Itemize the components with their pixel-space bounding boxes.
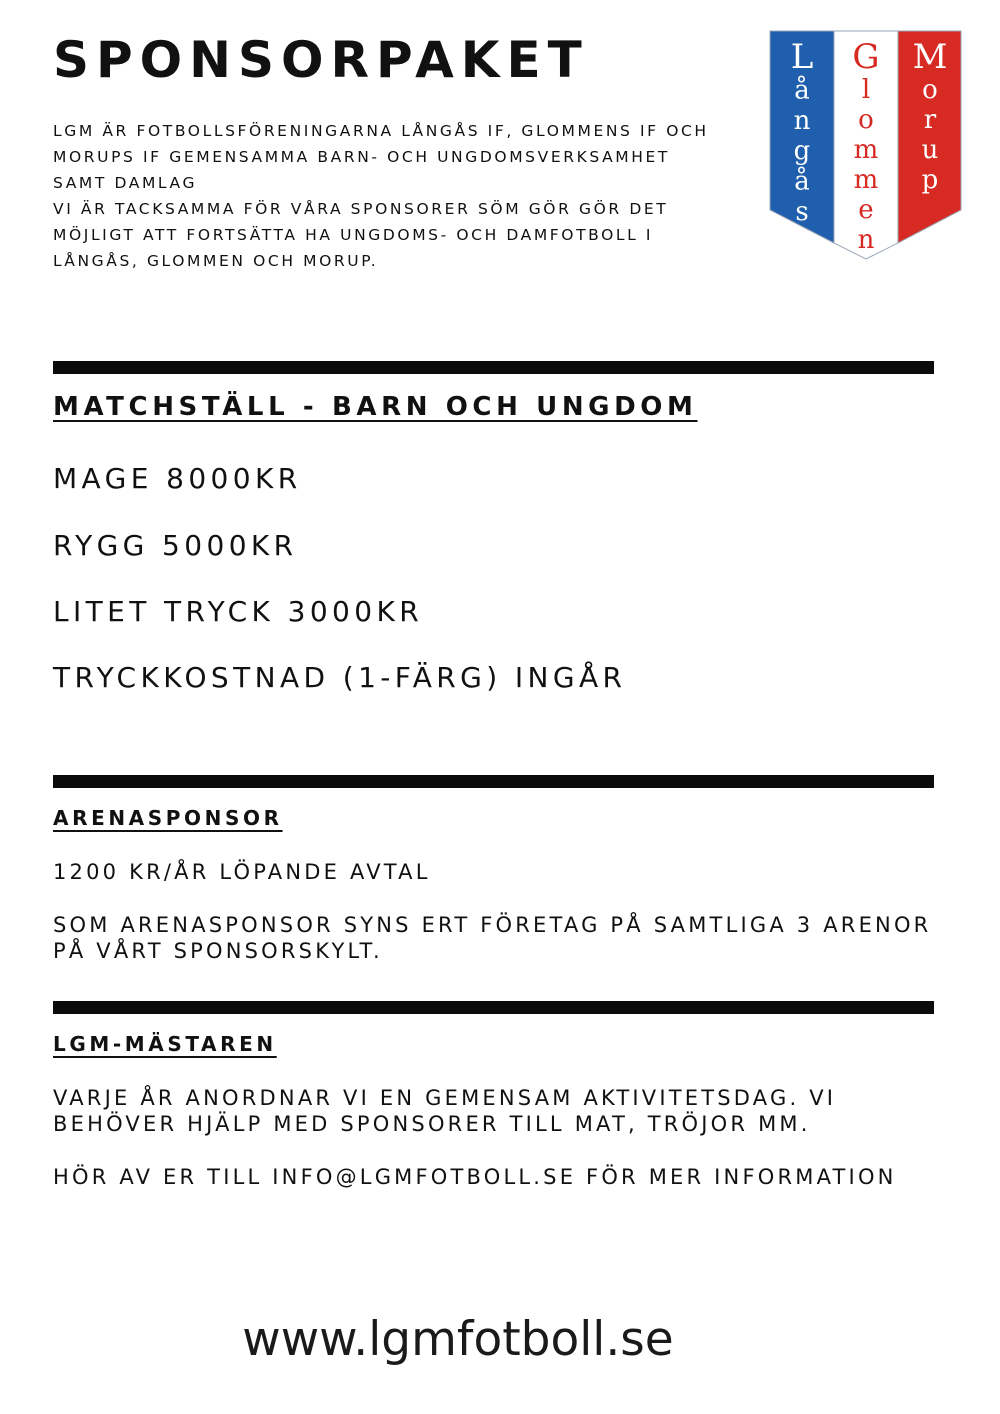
intro-text: [53, 118, 773, 274]
lgm-mastaren-description: [53, 1085, 836, 1137]
intro-line: LGM ÄR FOTBOLLSFÖRENINGARNA LÅNGÅS IF, GLOMMENS IF OCH: [53, 122, 709, 140]
logo-letter: å: [794, 75, 810, 106]
lgm-mastaren-heading: LGM-MÄSTAREN: [53, 1032, 277, 1056]
section-divider: [53, 775, 934, 788]
logo-letter: l: [861, 75, 871, 105]
logo-letter: s: [795, 197, 809, 227]
logo-letter: å: [794, 166, 810, 197]
intro-line: VI ÄR TACKSAMMA FÖR VÅRA SPONSORER SÖM GÖR GÖR DET: [53, 200, 669, 218]
logo-letter: r: [923, 105, 937, 135]
logo-letter: o: [858, 105, 874, 135]
logo-letter: m: [853, 135, 879, 165]
logo-letter: u: [921, 135, 939, 165]
matchstall-heading: MATCHSTÄLL - BARN OCH UNGDOM: [53, 392, 698, 422]
lgm-mastaren-contact: HÖR AV ER TILL INFO@LGMFOTBOLL.SE FÖR MER INFORMATION: [53, 1165, 897, 1189]
intro-line: MÖJLIGT ATT FORTSÄTTA HA UNGDOMS- OCH DAMFOTBOLL I: [53, 226, 654, 244]
logo-letter: M: [912, 37, 948, 77]
arenasponsor-description-line: SOM ARENASPONSOR SYNS ERT FÖRETAG PÅ SAMTLIGA 3 ARENOR: [53, 913, 932, 937]
logo-letter: o: [922, 75, 938, 105]
website-link[interactable]: www.lgmfotboll.se: [242, 1312, 674, 1367]
intro-line: SAMT DAMLAG: [53, 174, 198, 192]
logo-letter: g: [793, 136, 811, 167]
page-title: SPONSORPAKET: [53, 31, 589, 89]
logo-letter: e: [858, 195, 874, 225]
section-divider: [53, 361, 934, 374]
arenasponsor-price: 1200 KR/ÅR LÖPANDE AVTAL: [53, 860, 431, 884]
logo-letter: m: [853, 165, 879, 195]
arenasponsor-description: [53, 912, 931, 964]
matchstall-item-litet-tryck: LITET TRYCK 3000KR: [53, 595, 424, 628]
logo-letter: n: [793, 105, 811, 136]
lgm-mastaren-description-line: VARJE ÅR ANORDNAR VI EN GEMENSAM AKTIVITETSDAG. VI: [53, 1086, 837, 1110]
club-logo: [769, 30, 962, 260]
intro-line: MORUPS IF GEMENSAMMA BARN- OCH UNGDOMSVERKSAMHET: [53, 148, 670, 166]
logo-letter: G: [852, 37, 880, 77]
lgm-mastaren-description-line: BEHÖVER HJÄLP MED SPONSORER TILL MAT, TRÖJOR MM.: [53, 1112, 811, 1136]
matchstall-item-mage: MAGE 8000KR: [53, 462, 302, 495]
matchstall-item-rygg: RYGG 5000KR: [53, 529, 298, 562]
arenasponsor-heading: ARENASPONSOR: [53, 806, 283, 830]
logo-letter: p: [921, 165, 939, 195]
arenasponsor-description-line: PÅ VÅRT SPONSORSKYLT.: [53, 939, 383, 963]
logo-letter: n: [857, 225, 875, 255]
intro-line: LÅNGÅS, GLOMMEN OCH MORUP.: [53, 252, 379, 270]
section-divider: [53, 1001, 934, 1014]
matchstall-item-tryckkostnad: TRYCKKOSTNAD (1-FÄRG) INGÅR: [53, 661, 627, 694]
logo-letter: L: [790, 37, 814, 77]
